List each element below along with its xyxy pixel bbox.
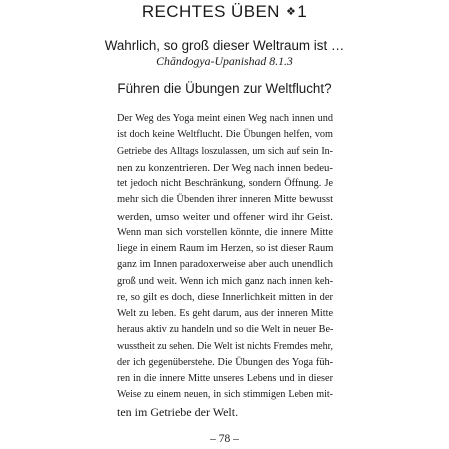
body-line: Welt zu leben. Es geht darum, aus der inneren Mitte [117, 308, 333, 319]
body-line: werden, umso weiter und offener wird ihr Geist. [117, 210, 333, 223]
epigraph-quote: Wahrlich, so groß dieser Weltraum ist … [104, 38, 345, 53]
body-line: liege in einem Raum im Herzen, so ist dieser Raum [117, 243, 334, 254]
body-line: nen zu konzentrieren. Der Weg nach innen bedeu- [117, 161, 333, 174]
body-line: groß und weit. Wenn ich mich ganz nach innen keh- [117, 275, 333, 287]
body-line: tet jedoch nicht Beschränkung, sondern Öffnung. Je [117, 178, 333, 189]
body-line: Wenn man sich vorstellen könnte, die innere Mitte [117, 226, 333, 238]
chapter-number: 1 [297, 2, 308, 21]
body-line: Weise zu einem neuen, in sich stimmigen Leben mit- [117, 389, 333, 401]
body-line: mehr sich die Übenden ihrer inneren Mitte bewusst [117, 194, 333, 206]
body-line: wusstheit zu sehen. Die Welt ist nichts Fremdes mehr, [117, 340, 333, 352]
body-line: der ich gegenüberstehe. Die Übungen des Yoga füh- [117, 356, 333, 368]
body-line: ganz im Innen paradoxerweise aber auch unendlich [117, 259, 333, 271]
body-line: heraus aktiv zu handeln und so die Welt in neuer Be- [117, 324, 334, 336]
body-text [117, 111, 333, 420]
body-line: ist doch keine Weltflucht. Die Übungen helfen, vom [117, 129, 333, 141]
body-line: Getriebe des Alltags loszulassen, um sich auf sein In- [117, 145, 333, 157]
body-line: re, so gilt es doch, diese Innerlichkeit mitten in der [117, 291, 333, 303]
epigraph-source: Chāndogya-Upanishad 8.1.3 [156, 54, 293, 68]
chapter-header [0, 2, 449, 22]
ornament-icon: ❖ [286, 6, 297, 18]
body-line: Der Weg des Yoga meint einen Weg nach innen und [117, 113, 333, 124]
page-number: – 78 – [210, 433, 239, 445]
body-line: ten im Getriebe der Welt. [117, 404, 239, 419]
section-heading: Führen die Übungen zur Weltflucht? [117, 81, 332, 96]
chapter-title: RECHTES ÜBEN [141, 2, 280, 21]
body-line: ren in die innere Mitte unseres Lebens und in dieser [117, 373, 333, 384]
